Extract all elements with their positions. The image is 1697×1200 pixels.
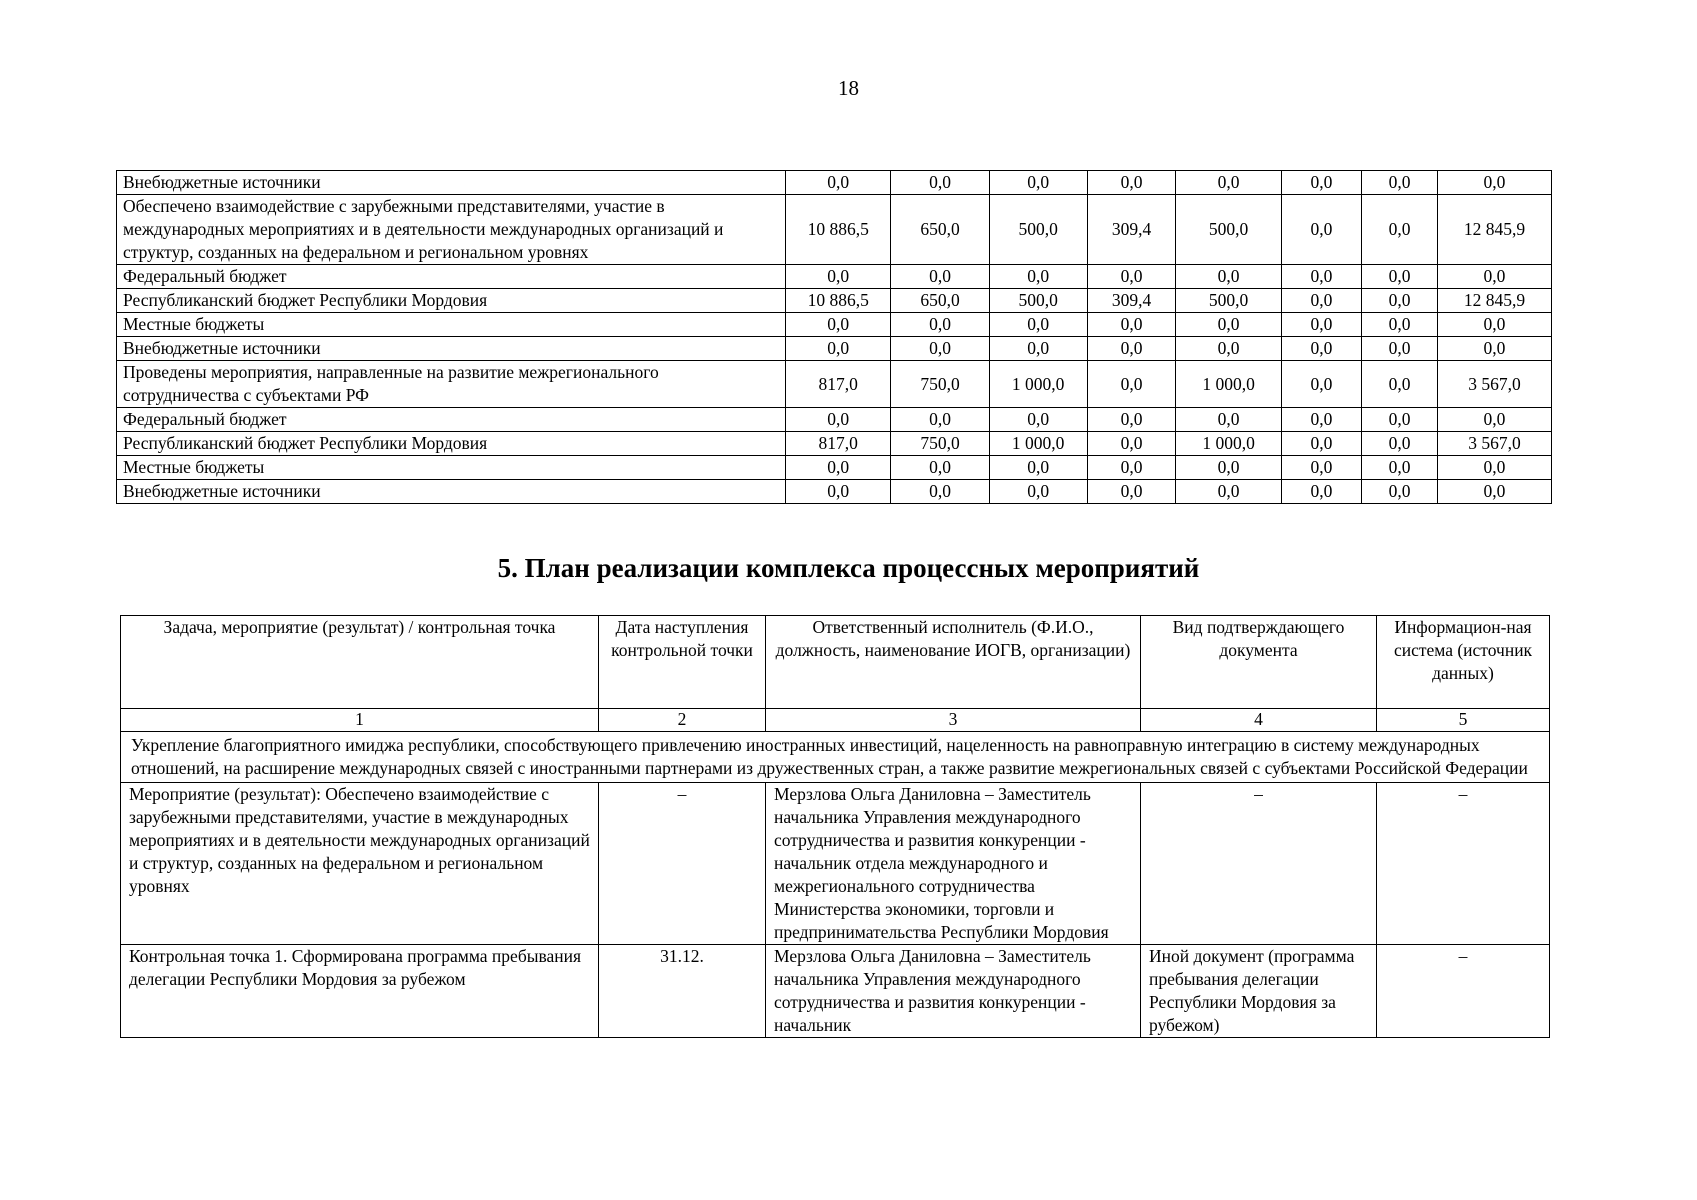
finance-row-label: Республиканский бюджет Республики Мордовия bbox=[117, 289, 786, 313]
finance-value: 0,0 bbox=[1281, 361, 1361, 408]
finance-value: 500,0 bbox=[1176, 195, 1282, 265]
activity-document: – bbox=[1141, 783, 1377, 945]
finance-value: 0,0 bbox=[891, 456, 989, 480]
finance-value: 500,0 bbox=[1176, 289, 1282, 313]
finance-value: 0,0 bbox=[891, 265, 989, 289]
finance-row bbox=[117, 337, 1552, 361]
checkpoint-date: 31.12. bbox=[599, 945, 766, 1038]
finance-value: 750,0 bbox=[891, 361, 989, 408]
header-document: Вид подтверждающего документа bbox=[1141, 616, 1377, 709]
finance-row-label: Местные бюджеты bbox=[117, 456, 786, 480]
finance-value: 0,0 bbox=[989, 456, 1087, 480]
finance-value: 0,0 bbox=[1437, 408, 1551, 432]
finance-row-label: Федеральный бюджет bbox=[117, 408, 786, 432]
finance-value: 0,0 bbox=[785, 408, 891, 432]
finance-value: 0,0 bbox=[1362, 265, 1438, 289]
finance-value: 12 845,9 bbox=[1437, 289, 1551, 313]
finance-value: 0,0 bbox=[989, 313, 1087, 337]
finance-value: 0,0 bbox=[1087, 171, 1176, 195]
plan-checkpoint-row bbox=[121, 945, 1550, 1038]
task-description: Укрепление благоприятного имиджа республики, способствующего привлечению иностранных инвестиций, нацеленность на равноправную интеграцию в систему международных отношений, на расширение международных связей с иностранными партнерами из дружественных стран, а также развитие межрегиональных связей с субъектами Российской Федерации bbox=[121, 732, 1550, 783]
finance-row-label: Проведены мероприятия, направленные на развитие межрегионального сотрудничества с субъектами РФ bbox=[117, 361, 786, 408]
column-number: 1 bbox=[121, 709, 599, 732]
finance-value: 0,0 bbox=[1362, 408, 1438, 432]
finance-row bbox=[117, 313, 1552, 337]
header-task: Задача, мероприятие (результат) / контрольная точка bbox=[121, 616, 599, 709]
finance-value: 0,0 bbox=[1437, 171, 1551, 195]
finance-value: 0,0 bbox=[1437, 480, 1551, 504]
finance-value: 0,0 bbox=[1087, 456, 1176, 480]
finance-value: 0,0 bbox=[1281, 195, 1361, 265]
activity-date: – bbox=[599, 783, 766, 945]
finance-value: 0,0 bbox=[1176, 408, 1282, 432]
finance-row bbox=[117, 361, 1552, 408]
finance-value: 500,0 bbox=[989, 289, 1087, 313]
finance-value: 0,0 bbox=[1281, 337, 1361, 361]
finance-row-label: Обеспечено взаимодействие с зарубежными представителями, участие в международных мероприятиях и в деятельности международных организаций и структур, созданных на федеральном и региональном уровнях bbox=[117, 195, 786, 265]
finance-value: 817,0 bbox=[785, 432, 891, 456]
finance-value: 0,0 bbox=[1437, 337, 1551, 361]
column-number: 2 bbox=[599, 709, 766, 732]
finance-value: 309,4 bbox=[1087, 195, 1176, 265]
finance-value: 0,0 bbox=[785, 171, 891, 195]
finance-value: 0,0 bbox=[1176, 337, 1282, 361]
checkpoint-document: Иной документ (программа пребывания делегации Республики Мордовия за рубежом) bbox=[1141, 945, 1377, 1038]
finance-value: 650,0 bbox=[891, 289, 989, 313]
finance-value: 0,0 bbox=[785, 480, 891, 504]
finance-value: 0,0 bbox=[1087, 265, 1176, 289]
finance-value: 0,0 bbox=[1281, 289, 1361, 313]
finance-value: 0,0 bbox=[1176, 265, 1282, 289]
section-title: 5. План реализации комплекса процессных мероприятий bbox=[497, 553, 1200, 583]
plan-task-row bbox=[121, 732, 1550, 783]
finance-value: 0,0 bbox=[785, 265, 891, 289]
finance-value: 750,0 bbox=[891, 432, 989, 456]
finance-row-label: Внебюджетные источники bbox=[117, 337, 786, 361]
finance-value: 500,0 bbox=[989, 195, 1087, 265]
finance-row bbox=[117, 289, 1552, 313]
finance-value: 0,0 bbox=[1437, 265, 1551, 289]
finance-row-label: Республиканский бюджет Республики Мордовия bbox=[117, 432, 786, 456]
finance-row-label: Внебюджетные источники bbox=[117, 171, 786, 195]
finance-value: 0,0 bbox=[891, 480, 989, 504]
finance-value: 0,0 bbox=[1281, 480, 1361, 504]
header-responsible: Ответственный исполнитель (Ф.И.О., должность, наименование ИОГВ, организации) bbox=[766, 616, 1141, 709]
finance-row-label: Местные бюджеты bbox=[117, 313, 786, 337]
finance-value: 0,0 bbox=[1176, 313, 1282, 337]
finance-value: 0,0 bbox=[1362, 337, 1438, 361]
finance-value: 0,0 bbox=[1281, 408, 1361, 432]
plan-activity-row bbox=[121, 783, 1550, 945]
finance-row bbox=[117, 456, 1552, 480]
finance-value: 0,0 bbox=[1362, 361, 1438, 408]
finance-value: 0,0 bbox=[1362, 456, 1438, 480]
finance-value: 1 000,0 bbox=[989, 361, 1087, 408]
finance-value: 0,0 bbox=[989, 480, 1087, 504]
finance-value: 1 000,0 bbox=[989, 432, 1087, 456]
finance-value: 0,0 bbox=[1281, 265, 1361, 289]
finance-value: 0,0 bbox=[785, 337, 891, 361]
finance-value: 0,0 bbox=[1176, 456, 1282, 480]
finance-value: 3 567,0 bbox=[1437, 432, 1551, 456]
finance-value: 309,4 bbox=[1087, 289, 1176, 313]
finance-value: 12 845,9 bbox=[1437, 195, 1551, 265]
finance-value: 0,0 bbox=[1087, 313, 1176, 337]
activity-description: Мероприятие (результат): Обеспечено взаимодействие с зарубежными представителями, участие в международных мероприятиях и в деятельности международных организаций и структур, созданных на федеральном и региональном уровнях bbox=[121, 783, 599, 945]
checkpoint-info-system: – bbox=[1377, 945, 1550, 1038]
header-date: Дата наступления контрольной точки bbox=[599, 616, 766, 709]
plan-table bbox=[120, 615, 1550, 1038]
finance-value: 0,0 bbox=[1087, 361, 1176, 408]
finance-value: 0,0 bbox=[1281, 456, 1361, 480]
finance-value: 0,0 bbox=[1087, 480, 1176, 504]
finance-value: 0,0 bbox=[989, 265, 1087, 289]
finance-value: 3 567,0 bbox=[1437, 361, 1551, 408]
plan-column-numbers bbox=[121, 709, 1550, 732]
finance-value: 0,0 bbox=[1087, 432, 1176, 456]
finance-value: 0,0 bbox=[1281, 313, 1361, 337]
finance-row bbox=[117, 408, 1552, 432]
finance-row bbox=[117, 171, 1552, 195]
finance-value: 650,0 bbox=[891, 195, 989, 265]
finance-value: 0,0 bbox=[989, 171, 1087, 195]
finance-value: 0,0 bbox=[891, 171, 989, 195]
finance-value: 0,0 bbox=[1362, 432, 1438, 456]
activity-info-system: – bbox=[1377, 783, 1550, 945]
finance-value: 0,0 bbox=[1176, 480, 1282, 504]
finance-row bbox=[117, 480, 1552, 504]
finance-value: 0,0 bbox=[1281, 171, 1361, 195]
finance-value: 0,0 bbox=[1437, 456, 1551, 480]
finance-value: 0,0 bbox=[1087, 408, 1176, 432]
finance-value: 10 886,5 bbox=[785, 289, 891, 313]
finance-row bbox=[117, 432, 1552, 456]
finance-value: 10 886,5 bbox=[785, 195, 891, 265]
finance-value: 0,0 bbox=[785, 456, 891, 480]
finance-value: 0,0 bbox=[1437, 313, 1551, 337]
checkpoint-description: Контрольная точка 1. Сформирована программа пребывания делегации Республики Мордовия за рубежом bbox=[121, 945, 599, 1038]
finance-value: 817,0 bbox=[785, 361, 891, 408]
finance-value: 0,0 bbox=[785, 313, 891, 337]
checkpoint-responsible: Мерзлова Ольга Даниловна – Заместитель начальника Управления международного сотрудничества и развития конкуренции - начальник bbox=[766, 945, 1141, 1038]
finance-row-label: Внебюджетные источники bbox=[117, 480, 786, 504]
finance-value: 0,0 bbox=[1362, 313, 1438, 337]
finance-value: 1 000,0 bbox=[1176, 432, 1282, 456]
finance-value: 0,0 bbox=[1362, 480, 1438, 504]
finance-value: 0,0 bbox=[989, 337, 1087, 361]
plan-header-row bbox=[121, 616, 1550, 709]
finance-value: 0,0 bbox=[891, 337, 989, 361]
column-number: 5 bbox=[1377, 709, 1550, 732]
finance-row bbox=[117, 195, 1552, 265]
page-number: 18 bbox=[838, 76, 859, 100]
header-info-system: Информацион-ная система (источник данных) bbox=[1377, 616, 1550, 709]
finance-value: 0,0 bbox=[891, 408, 989, 432]
finance-row-label: Федеральный бюджет bbox=[117, 265, 786, 289]
finance-value: 0,0 bbox=[891, 313, 989, 337]
finance-value: 0,0 bbox=[989, 408, 1087, 432]
finance-value: 0,0 bbox=[1362, 195, 1438, 265]
finance-value: 0,0 bbox=[1362, 171, 1438, 195]
finance-value: 0,0 bbox=[1362, 289, 1438, 313]
finance-value: 0,0 bbox=[1281, 432, 1361, 456]
finance-value: 0,0 bbox=[1176, 171, 1282, 195]
finance-value: 0,0 bbox=[1087, 337, 1176, 361]
finance-row bbox=[117, 265, 1552, 289]
column-number: 4 bbox=[1141, 709, 1377, 732]
finance-table bbox=[116, 170, 1552, 504]
finance-value: 1 000,0 bbox=[1176, 361, 1282, 408]
activity-responsible: Мерзлова Ольга Даниловна – Заместитель начальника Управления международного сотрудничества и развития конкуренции - начальник отдела международного и межрегионального сотрудничества Министерства экономики, торговли и предпринимательства Республики Мордовия bbox=[766, 783, 1141, 945]
column-number: 3 bbox=[766, 709, 1141, 732]
